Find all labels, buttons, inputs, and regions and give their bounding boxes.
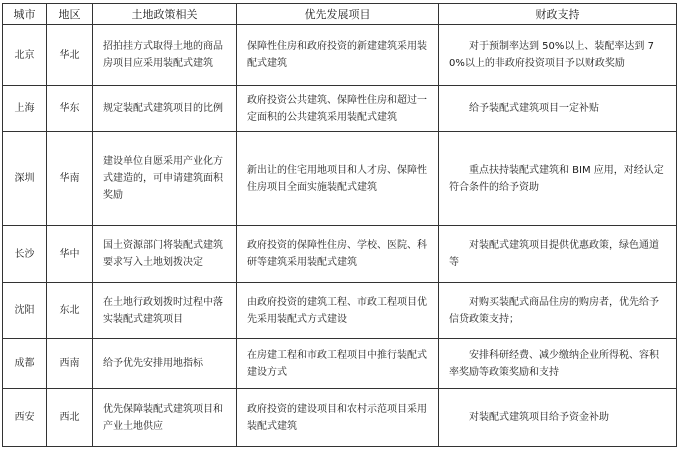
cell-city: 西安 [3,389,47,447]
cell-finance: 对装配式建筑项目提供优惠政策，绿色通道等 [439,226,677,283]
cell-city: 沈阳 [3,283,47,339]
cell-city: 北京 [3,25,47,86]
cell-city: 长沙 [3,226,47,283]
cell-city: 深圳 [3,132,47,226]
cell-region: 华南 [47,132,93,226]
cell-land-policy: 优先保障装配式建筑项目和产业土地供应 [93,389,237,447]
cell-priority: 在房建工程和市政工程项目中推行装配式建设方式 [237,339,439,389]
cell-finance: 给予装配式建筑项目一定补贴 [439,86,677,132]
table-row [3,283,677,339]
cell-priority: 保障性住房和政府投资的新建建筑采用装配式建筑 [237,25,439,86]
cell-priority: 政府投资的建设项目和农村示范项目采用装配式建筑 [237,389,439,447]
cell-region: 东北 [47,283,93,339]
table-row [3,25,677,86]
cell-finance: 对装配式建筑项目给予资金补助 [439,389,677,447]
cell-region: 华北 [47,25,93,86]
cell-finance: 重点扶持装配式建筑和 BIM 应用，对经认定符合条件的给予资助 [439,132,677,226]
table-row [3,132,677,226]
cell-priority: 政府投资公共建筑、保障性住房和超过一定面积的公共建筑采用装配式建筑 [237,86,439,132]
cell-land-policy: 国土资源部门将装配式建筑要求写入土地划拨决定 [93,226,237,283]
cell-priority: 政府投资的保障性住房、学校、医院、科研等建筑采用装配式建筑 [237,226,439,283]
cell-city: 成都 [3,339,47,389]
cell-land-policy: 规定装配式建筑项目的比例 [93,86,237,132]
cell-region: 西北 [47,389,93,447]
policy-table-container [2,3,676,447]
cell-finance: 对于预制率达到 50%以上、装配率达到 70%以上的非政府投资项目予以财政奖励 [439,25,677,86]
header-finance: 财政支持 [439,4,677,25]
cell-land-policy: 招拍挂方式取得土地的商品房项目应采用装配式建筑 [93,25,237,86]
cell-land-policy: 建设单位自愿采用产业化方式建造的，可申请建筑面积奖励 [93,132,237,226]
cell-finance: 安排科研经费、减少缴纳企业所得税、容积率奖励等政策奖励和支持 [439,339,677,389]
header-land-policy: 土地政策相关 [93,4,237,25]
header-region: 地区 [47,4,93,25]
header-priority: 优先发展项目 [237,4,439,25]
cell-region: 华中 [47,226,93,283]
cell-priority: 由政府投资的建筑工程、市政工程项目优先采用装配式方式建设 [237,283,439,339]
table-header-row [3,4,677,25]
cell-land-policy: 给予优先安排用地指标 [93,339,237,389]
cell-region: 西南 [47,339,93,389]
table-row [3,339,677,389]
table-row [3,389,677,447]
cell-finance: 对购买装配式商品住房的购房者，优先给予信贷政策支持； [439,283,677,339]
cell-city: 上海 [3,86,47,132]
header-city: 城市 [3,4,47,25]
table-row [3,226,677,283]
table-row [3,86,677,132]
cell-region: 华东 [47,86,93,132]
policy-table [2,3,677,447]
cell-priority: 新出让的住宅用地项目和人才房、保障性住房项目全面实施装配式建筑 [237,132,439,226]
cell-land-policy: 在土地行政划拨时过程中落实装配式建筑项目 [93,283,237,339]
